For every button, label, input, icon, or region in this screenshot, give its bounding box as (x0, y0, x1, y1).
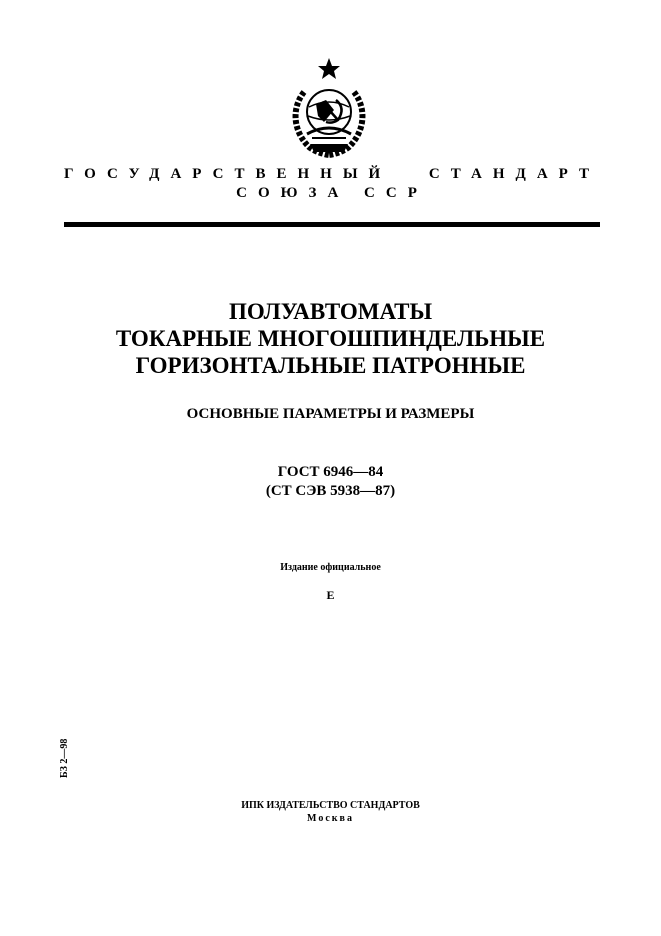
edition-note: Издание официальное (280, 562, 381, 573)
publisher-block (40, 799, 621, 825)
header-state-standard (64, 166, 600, 183)
publisher-name: ИПК ИЗДАТЕЛЬСТВО СТАНДАРТОВ (241, 800, 420, 811)
header-divider (64, 222, 600, 227)
title-line-3: ГОРИЗОНТАЛЬНЫЕ ПАТРОННЫЕ (135, 353, 526, 378)
document-title (40, 298, 621, 379)
header-state-word: ГОСУДАРСТВЕННЫЙ (64, 166, 392, 182)
standard-designation (40, 463, 621, 501)
header-union-line: СОЮЗА ССР (236, 185, 428, 201)
ussr-coat-of-arms-icon (274, 52, 384, 162)
edition-letter: Е (326, 588, 335, 602)
title-line-1: ПОЛУАВТОМАТЫ (228, 299, 433, 324)
gost-number: ГОСТ 6946—84 (277, 464, 384, 480)
document-subtitle: ОСНОВНЫЕ ПАРАМЕТРЫ И РАЗМЕРЫ (186, 406, 475, 422)
title-line-2: ТОКАРНЫЕ МНОГОШПИНДЕЛЬНЫЕ (115, 326, 546, 351)
publisher-city: Москва (307, 813, 354, 824)
st-sev-number: (СТ СЭВ 5938—87) (265, 483, 396, 499)
side-code: БЗ 2—98 (59, 738, 70, 778)
header-standard-word: СТАНДАРТ (428, 166, 600, 182)
